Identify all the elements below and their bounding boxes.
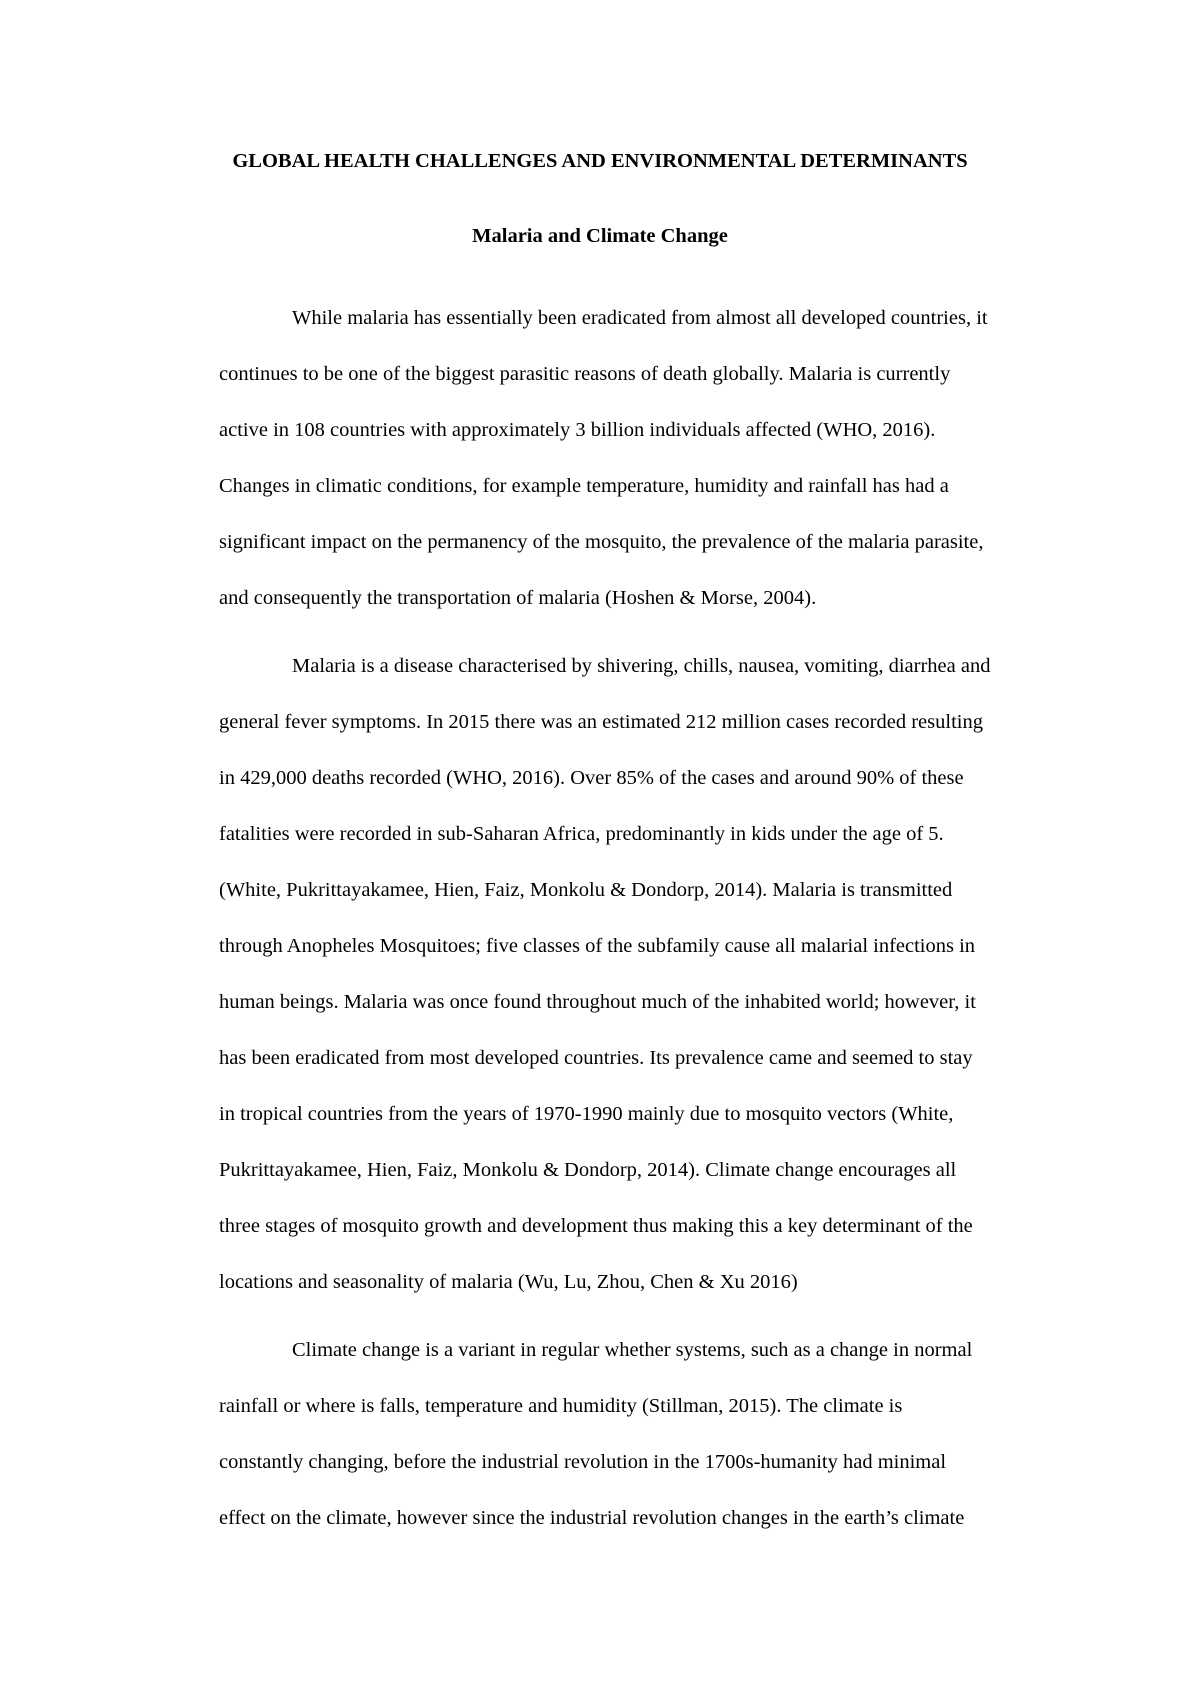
paragraph-line: active in 108 countries with approximately 3 billion individuals affected (WHO, 2016). [219,419,936,441]
paragraph-1 [147,290,1077,626]
paragraph-line: locations and seasonality of malaria (Wu, Lu, Zhou, Chen & Xu 2016) [219,1271,798,1293]
paragraph-line: general fever symptoms. In 2015 there was an estimated 212 million cases recorded resulting [219,711,983,733]
document-title: GLOBAL HEALTH CHALLENGES AND ENVIRONMENTAL DETERMINANTS [232,150,968,172]
paragraph-3 [147,1322,1077,1546]
paragraph-line: fatalities were recorded in sub-Saharan Africa, predominantly in kids under the age of 5. [219,823,944,845]
paragraph-line: has been eradicated from most developed countries. Its prevalence came and seemed to stay [219,1047,973,1069]
paragraph-line: in 429,000 deaths recorded (WHO, 2016). Over 85% of the cases and around 90% of these [219,767,964,789]
paragraph-line: Malaria is a disease characterised by shivering, chills, nausea, vomiting, diarrhea and [292,655,991,677]
paragraph-line: continues to be one of the biggest parasitic reasons of death globally. Malaria is currently [219,363,951,385]
paragraph-line: Changes in climatic conditions, for example temperature, humidity and rainfall has had a [219,475,949,497]
paragraph-line: three stages of mosquito growth and development thus making this a key determinant of the [219,1215,973,1237]
paragraph-line: (White, Pukrittayakamee, Hien, Faiz, Monkolu & Dondorp, 2014). Malaria is transmitted [219,879,953,901]
paragraph-line: significant impact on the permanency of the mosquito, the prevalence of the malaria parasite, [219,531,984,553]
section-heading: Malaria and Climate Change [472,225,728,247]
paragraph-line: and consequently the transportation of malaria (Hoshen & Morse, 2004). [219,587,817,609]
paragraph-line: effect on the climate, however since the industrial revolution changes in the earth’s climate [219,1507,965,1529]
paragraph-line: Pukrittayakamee, Hien, Faiz, Monkolu & Dondorp, 2014). Climate change encourages all [219,1159,957,1181]
paragraph-line: Climate change is a variant in regular whether systems, such as a change in normal [292,1339,973,1361]
paragraph-line: human beings. Malaria was once found throughout much of the inhabited world; however, it [219,991,976,1013]
paragraph-2 [147,638,1077,1310]
paragraph-line: constantly changing, before the industrial revolution in the 1700s-humanity had minimal [219,1451,947,1473]
paragraph-line: While malaria has essentially been eradicated from almost all developed countries, it [292,307,988,329]
paragraph-line: rainfall or where is falls, temperature and humidity (Stillman, 2015). The climate is [219,1395,903,1417]
paragraph-line: through Anopheles Mosquitoes; five classes of the subfamily cause all malarial infections in [219,935,976,957]
document-body [147,290,1077,1546]
paragraph-line: in tropical countries from the years of 1970-1990 mainly due to mosquito vectors (White, [219,1103,954,1125]
